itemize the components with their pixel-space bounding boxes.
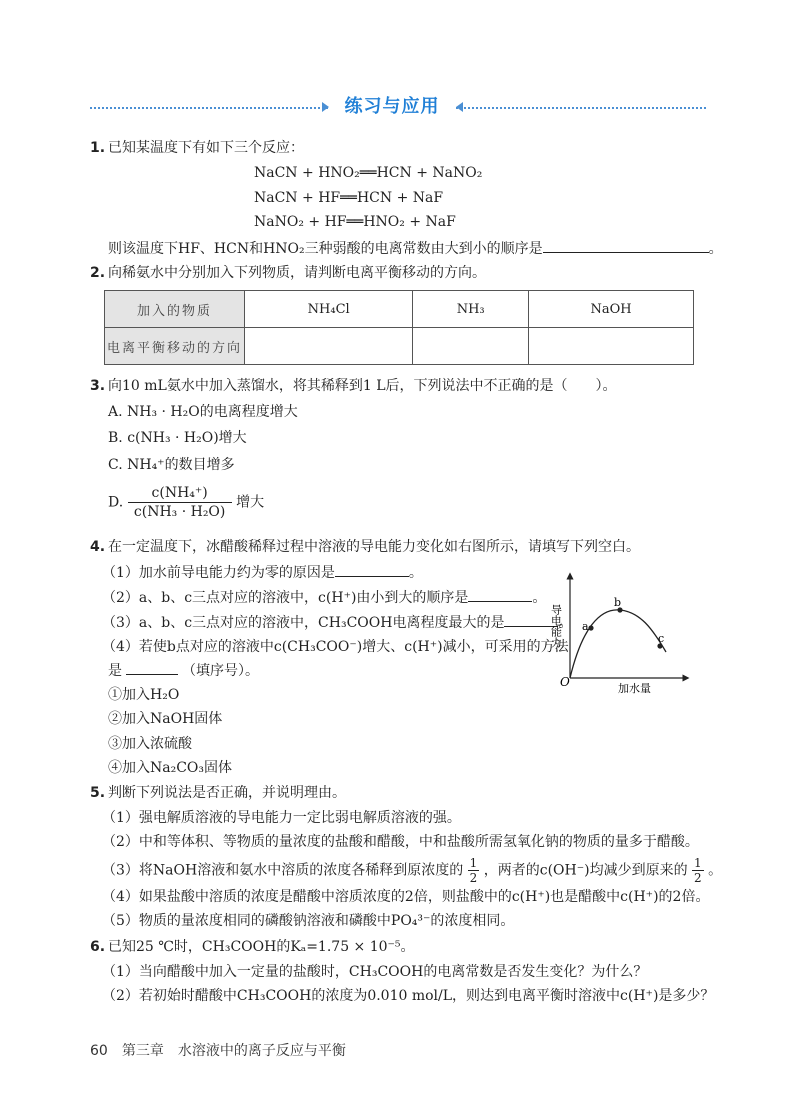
q2-answer-cell-1[interactable] xyxy=(245,328,413,365)
q4-sub-4-line1: （4）若使b点对应的溶液中c(CH₃COO⁻)增大、c(H⁺)减小，可采用的方法 xyxy=(102,639,569,655)
q1-question-end: 。 xyxy=(708,241,723,257)
q5-half-fraction-1 xyxy=(468,856,480,885)
q2-col-nh3: NH₃ xyxy=(413,291,529,328)
q1-question xyxy=(108,238,723,259)
origin-label: O xyxy=(560,675,570,689)
q3-option-d[interactable] xyxy=(108,484,264,521)
q6-sub-1: （1）当向醋酸中加入一定量的盐酸时，CH₃COOH的电离常数是否发生变化？为什么？ xyxy=(102,964,648,980)
q4-sub-1 xyxy=(102,562,423,583)
section-header xyxy=(90,92,706,122)
q1-answer-blank[interactable] xyxy=(543,238,709,253)
point-a-label: a xyxy=(582,620,589,633)
q5-sub-3-part-b: ，两者的c(OH⁻)均减少到原来的 xyxy=(483,862,688,879)
q4-sub-4-is: 是 xyxy=(108,663,122,679)
q4-option-2: ②加入NaOH固体 xyxy=(108,711,223,727)
q4-sub-2-blank[interactable] xyxy=(468,587,532,602)
conductivity-graph xyxy=(540,568,690,698)
q5-number: 5. xyxy=(90,785,106,801)
y-axis-label: 导电能力 xyxy=(549,604,563,648)
page-number: 60 xyxy=(90,1043,108,1059)
q3-option-a[interactable]: A. NH₃ · H₂O的电离程度增大 xyxy=(108,404,298,420)
chapter-label: 第三章 xyxy=(121,1043,164,1059)
q3-option-b[interactable]: B. c(NH₃ · H₂O)增大 xyxy=(108,430,247,446)
q4-option-3: ③加入浓硫酸 xyxy=(108,736,192,752)
q2-stem: 向稀氨水中分别加入下列物质，请判断电离平衡移动的方向。 xyxy=(108,265,486,281)
q5-sub-5: （5）物质的量浓度相同的磷酸钠溶液和磷酸中PO₄³⁻的浓度相同。 xyxy=(102,913,515,929)
q5-sub-3 xyxy=(102,856,722,885)
q6-sub-2: （2）若初始时醋酸中CH₃COOH的浓度为0.010 mol/L，则达到电离平衡时溶液中c(H⁺)是多少？ xyxy=(102,988,715,1004)
q1-reaction-2: NaCN + HF══HCN + NaF xyxy=(254,190,444,206)
q6-stem: 已知25 ℃时，CH₃COOH的Kₐ=1.75 × 10⁻⁵。 xyxy=(108,939,415,955)
q2-table xyxy=(104,290,694,365)
q5-sub-2: （2）中和等体积、等物质的量浓度的盐酸和醋酸，中和盐酸所需氢氧化钠的物质的量多于醋酸。 xyxy=(102,834,699,850)
q3-option-d-label: D. xyxy=(108,494,124,511)
header-divider-left xyxy=(90,107,328,109)
q2-col-naoh: NaOH xyxy=(529,291,694,328)
table-row xyxy=(105,328,694,365)
q4-sub-1-end: 。 xyxy=(408,565,423,581)
q5-stem: 判断下列说法是否正确，并说明理由。 xyxy=(108,785,346,801)
q4-stem: 在一定温度下，冰醋酸稀释过程中溶液的导电能力变化如右图所示，请填写下列空白。 xyxy=(108,539,640,555)
q1-number: 1. xyxy=(90,140,106,156)
q4-sub-3 xyxy=(102,612,572,633)
point-a xyxy=(588,625,593,630)
q4-sub-1-text: （1）加水前导电能力约为零的原因是 xyxy=(102,565,335,581)
x-axis-label: 加水量 xyxy=(618,682,651,695)
q4-sub-2-text: （2）a、b、c三点对应的溶液中，c(H⁺)由小到大的顺序是 xyxy=(102,590,469,606)
point-c-label: c xyxy=(658,632,665,645)
q3-option-c[interactable]: C. NH₄⁺的数目增多 xyxy=(108,457,235,473)
q2-answer-cell-3[interactable] xyxy=(529,328,694,365)
q6-number: 6. xyxy=(90,939,106,955)
q5-half-fraction-2 xyxy=(692,856,704,885)
fraction-denominator: c(NH₃ · H₂O) xyxy=(133,504,226,520)
q3-option-d-tail: 增大 xyxy=(236,494,265,511)
point-b-label: b xyxy=(614,596,622,609)
q2-col-nh4cl: NH₄Cl xyxy=(245,291,413,328)
q5-sub-3-end: 。 xyxy=(708,862,723,879)
q4-option-1: ①加入H₂O xyxy=(108,687,180,703)
page-footer xyxy=(90,1040,346,1060)
q4-sub-2 xyxy=(102,587,546,608)
fraction-denominator: 2 xyxy=(694,871,702,885)
q5-sub-4: （4）如果盐酸中溶质的浓度是醋酸中溶质浓度的2倍，则盐酸中的c(H⁺)也是醋酸中c(H⁺)的2倍。 xyxy=(102,889,710,905)
q2-answer-cell-2[interactable] xyxy=(413,328,529,365)
q4-sub-1-blank[interactable] xyxy=(335,562,409,577)
q4-sub-3-text: （3）a、b、c三点对应的溶液中，CH₃COOH电离程度最大的是 xyxy=(102,615,505,631)
q3-stem: 向10 mL氨水中加入蒸馏水，将其稀释到1 L后，下列说法中不正确的是（ ）。 xyxy=(108,378,617,394)
chapter-title: 水溶液中的离子反应与平衡 xyxy=(177,1043,346,1059)
q2-row1-header: 加入的物质 xyxy=(105,291,245,328)
q1-stem: 已知某温度下有如下三个反应： xyxy=(108,140,304,156)
q5-sub-1: （1）强电解质溶液的导电能力一定比弱电解质溶液的强。 xyxy=(102,810,461,826)
q3-option-d-fraction xyxy=(128,484,232,521)
q4-sub-4-note: （填序号）。 xyxy=(182,663,259,679)
q4-number: 4. xyxy=(90,539,106,555)
header-arrow-left xyxy=(322,102,329,112)
table-row xyxy=(105,291,694,328)
q1-question-text: 则该温度下HF、HCN和HNO₂三种弱酸的电离常数由大到小的顺序是 xyxy=(108,241,543,257)
q4-option-4: ④加入Na₂CO₃固体 xyxy=(108,760,233,776)
q1-reaction-3: NaNO₂ + HF══HNO₂ + NaF xyxy=(254,214,456,230)
q2-number: 2. xyxy=(90,265,106,281)
q3-number: 3. xyxy=(90,378,106,394)
q4-sub-4-line2 xyxy=(108,660,259,681)
q4-sub-3-end: 。 xyxy=(558,615,573,631)
header-divider-right xyxy=(456,107,706,109)
q4-sub-4-blank[interactable] xyxy=(126,660,178,675)
fraction-numerator: 1 xyxy=(469,856,478,870)
q2-row2-header: 电离平衡移动的方向 xyxy=(105,328,245,365)
fraction-denominator: 2 xyxy=(469,871,478,885)
q1-reaction-1: NaCN + HNO₂══HCN + NaNO₂ xyxy=(254,165,483,181)
fraction-numerator: c(NH₄⁺) xyxy=(128,484,232,503)
section-title: 练习与应用 xyxy=(344,96,440,117)
fraction-numerator: 1 xyxy=(694,856,702,870)
q4-sub-2-end: 。 xyxy=(532,590,547,606)
q5-sub-3-part-a: （3）将NaOH溶液和氨水中溶质的浓度各稀释到原浓度的 xyxy=(102,862,464,879)
